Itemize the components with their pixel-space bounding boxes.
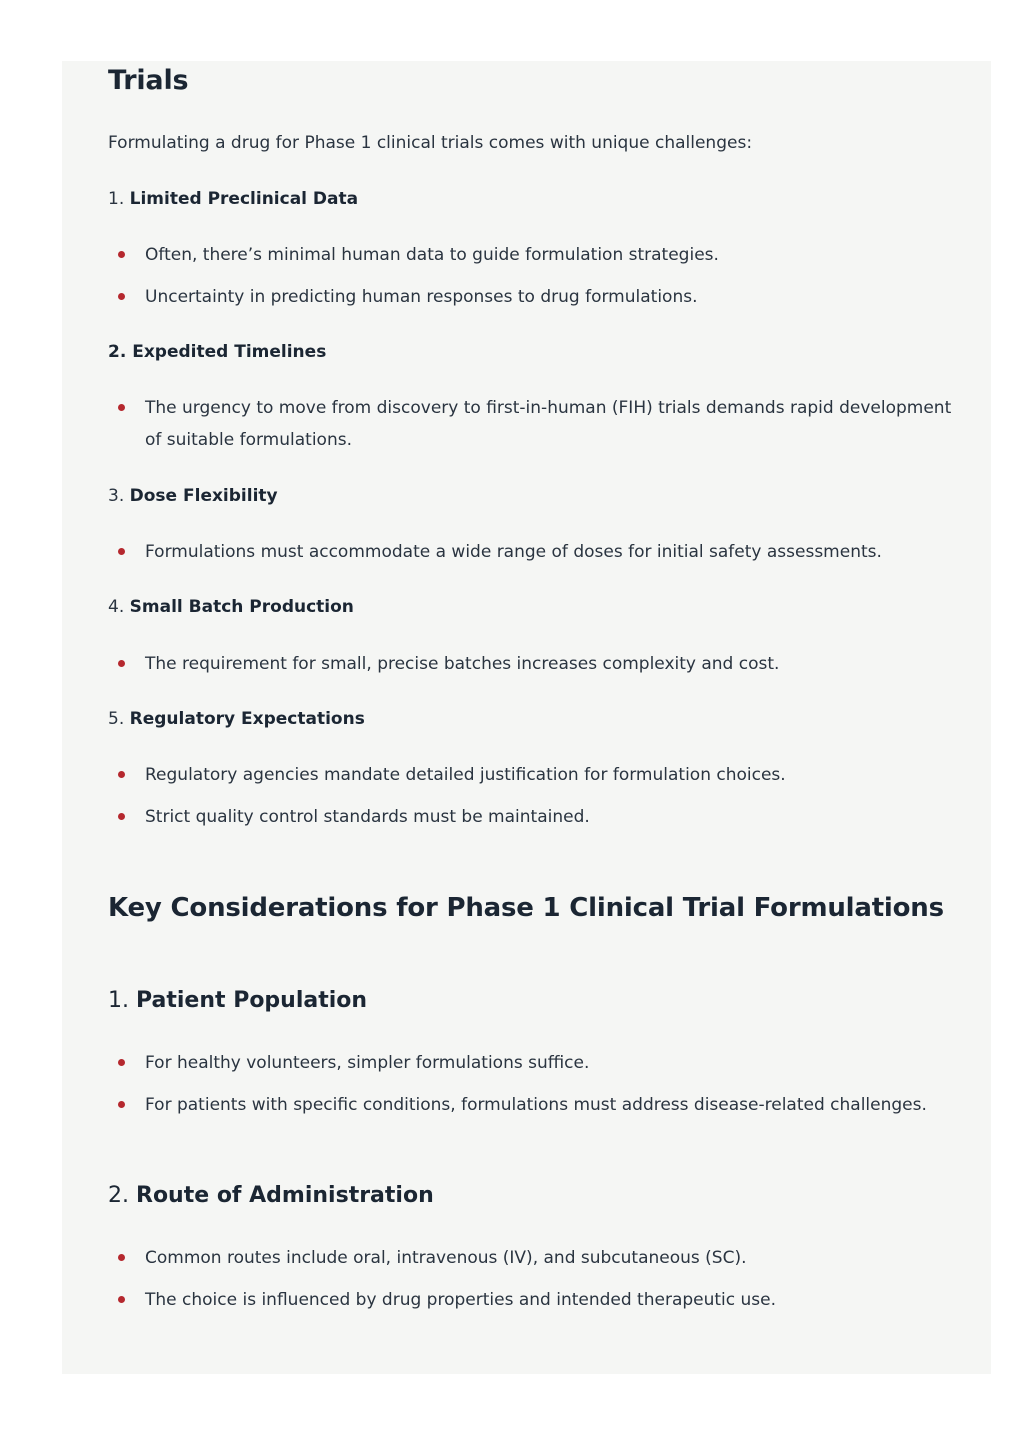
- list-item-text: Formulations must accommodate a wide range of doses for initial safety assessments.: [145, 542, 882, 562]
- bullet-dot-icon: [118, 1059, 125, 1066]
- challenge-title: Small Batch Production: [129, 597, 354, 617]
- list-item: [108, 801, 953, 833]
- article-panel: [62, 61, 991, 1374]
- bullet-dot-icon: [118, 1101, 125, 1108]
- list-item: [108, 1089, 953, 1121]
- list-item: [108, 536, 953, 568]
- challenge-heading-3: [108, 486, 278, 506]
- list-item: [108, 392, 953, 456]
- page-title: Trials: [108, 65, 189, 96]
- bullet-dot-icon: [118, 548, 125, 555]
- challenge-heading-4: [108, 597, 354, 617]
- list-item-text: Strict quality control standards must be maintained.: [145, 807, 590, 827]
- challenge-heading-5: [108, 709, 365, 729]
- bullet-dot-icon: [118, 813, 125, 820]
- bullet-dot-icon: [118, 1254, 125, 1261]
- challenge-heading-1: [108, 189, 358, 209]
- consideration-number: 2.: [108, 1183, 129, 1208]
- list-item: [108, 1242, 953, 1274]
- intro-paragraph: Formulating a drug for Phase 1 clinical trials comes with unique challenges:: [108, 133, 753, 153]
- bullet-dot-icon: [118, 660, 125, 667]
- challenge-title: Dose Flexibility: [129, 486, 278, 506]
- consideration-number: 1.: [108, 988, 129, 1013]
- list-item-text: The choice is influenced by drug properties and intended therapeutic use.: [145, 1290, 777, 1310]
- list-item-text: Uncertainty in predicting human responses to drug formulations.: [145, 287, 698, 307]
- consideration-heading-1: [108, 988, 367, 1013]
- bullet-dot-icon: [118, 293, 125, 300]
- bullet-dot-icon: [118, 1296, 125, 1303]
- list-item: [108, 239, 953, 271]
- challenge-number: 1.: [108, 189, 125, 209]
- challenge-heading-2: [108, 342, 326, 362]
- challenge-title: Regulatory Expectations: [129, 709, 365, 729]
- list-item-text: Often, there’s minimal human data to guide formulation strategies.: [145, 245, 719, 265]
- list-item-text: Common routes include oral, intravenous (IV), and subcutaneous (SC).: [145, 1248, 747, 1268]
- consideration-title: Route of Administration: [136, 1183, 434, 1208]
- list-item: [108, 759, 953, 791]
- consideration-title: Patient Population: [136, 988, 368, 1013]
- list-item: [108, 281, 953, 313]
- list-item-text: Regulatory agencies mandate detailed justification for formulation choices.: [145, 765, 786, 785]
- challenge-number: 5.: [108, 709, 125, 729]
- list-item: [108, 1047, 953, 1079]
- challenge-number: 2.: [108, 342, 127, 362]
- bullet-dot-icon: [118, 404, 125, 411]
- bullet-dot-icon: [118, 771, 125, 778]
- challenge-number: 3.: [108, 486, 125, 506]
- list-item-text: For patients with specific conditions, formulations must address disease-related challenges.: [145, 1095, 927, 1115]
- list-item-text: For healthy volunteers, simpler formulations suffice.: [145, 1053, 590, 1073]
- list-item: [108, 648, 953, 680]
- challenge-number: 4.: [108, 597, 125, 617]
- challenge-title: Expedited Timelines: [132, 342, 327, 362]
- bullet-dot-icon: [118, 251, 125, 258]
- challenge-title: Limited Preclinical Data: [129, 189, 359, 209]
- consideration-heading-2: [108, 1183, 434, 1208]
- section-heading: Key Considerations for Phase 1 Clinical Trial Formulations: [108, 893, 944, 923]
- list-item-text: The urgency to move from discovery to first-in-human (FIH) trials demands rapid development of suitable formulations.: [145, 398, 952, 450]
- list-item: [108, 1284, 953, 1316]
- list-item-text: The requirement for small, precise batches increases complexity and cost.: [145, 654, 780, 674]
